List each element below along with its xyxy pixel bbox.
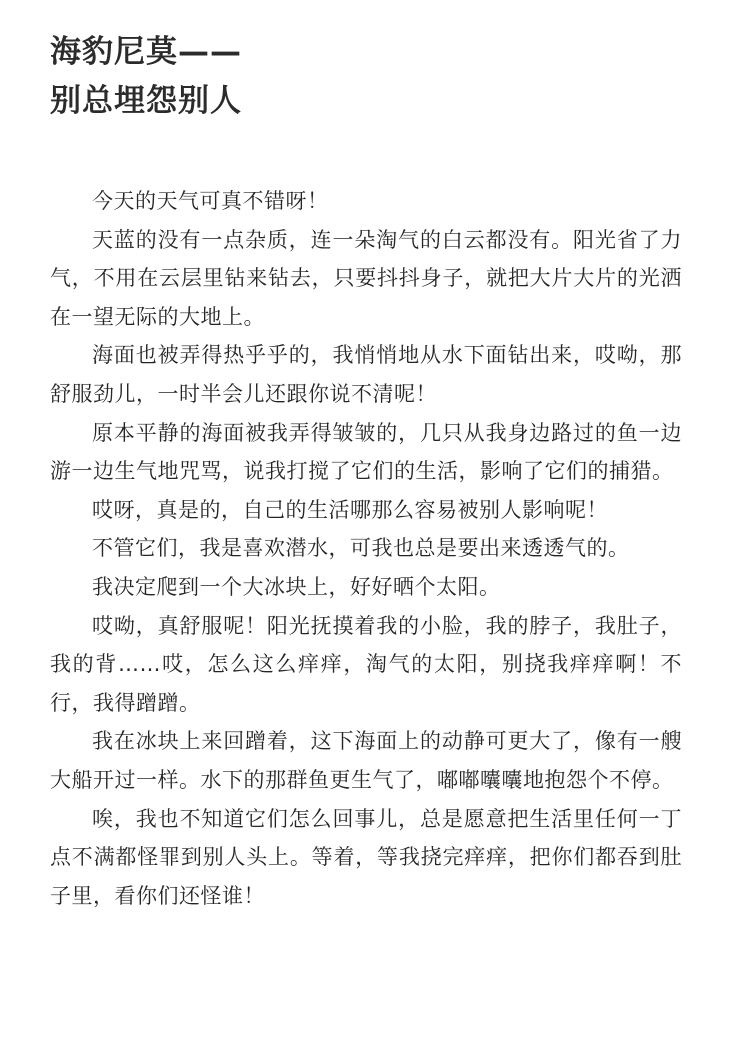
paragraph: 我决定爬到一个大冰块上，好好晒个太阳。 xyxy=(92,574,501,599)
paragraph: 唉，我也不知道它们怎么回事儿，总是愿意把生活里任何一丁点不满都怪罪到别人头上。等着，等我挠完痒痒，把你们都吞到肚子里，看你们还怪谁！ xyxy=(50,806,682,908)
article-title xyxy=(50,28,682,126)
article-title-line-1: 海豹尼莫—— xyxy=(50,34,242,70)
paragraph: 不管它们，我是喜欢潜水，可我也总是要出来透透气的。 xyxy=(92,536,630,561)
paragraph: 我在冰块上来回蹭着，这下海面上的动静可更大了，像有一艘大船开过一样。水下的那群鱼更生气了，嘟嘟囔囔地抱怨个不停。 xyxy=(50,729,682,792)
paragraph: 哎呦，真舒服呢！阳光抚摸着我的小脸，我的脖子，我肚子，我的背……哎，怎么这么痒痒，淘气的太阳，别挠我痒痒啊！不行，我得蹭蹭。 xyxy=(50,613,682,715)
paragraph: 原本平静的海面被我弄得皱皱的，几只从我身边路过的鱼一边游一边生气地咒骂，说我打搅了它们的生活，影响了它们的捕猎。 xyxy=(50,420,682,484)
paragraph: 天蓝的没有一点杂质，连一朵淘气的白云都没有。阳光省了力气，不用在云层里钻来钻去，只要抖抖身子，就把大片大片的光洒在一望无际的大地上。 xyxy=(50,227,682,329)
paragraph: 哎呀，真是的，自己的生活哪那么容易被别人影响呢！ xyxy=(92,497,608,522)
article-title-line-2: 别总埋怨别人 xyxy=(50,83,242,119)
paragraph: 海面也被弄得热乎乎的，我悄悄地从水下面钻出来，哎呦，那舒服劲儿，一时半会儿还跟你说不清呢！ xyxy=(50,343,682,406)
paragraph: 今天的天气可真不错呀！ xyxy=(92,189,329,213)
article-body xyxy=(50,182,682,915)
